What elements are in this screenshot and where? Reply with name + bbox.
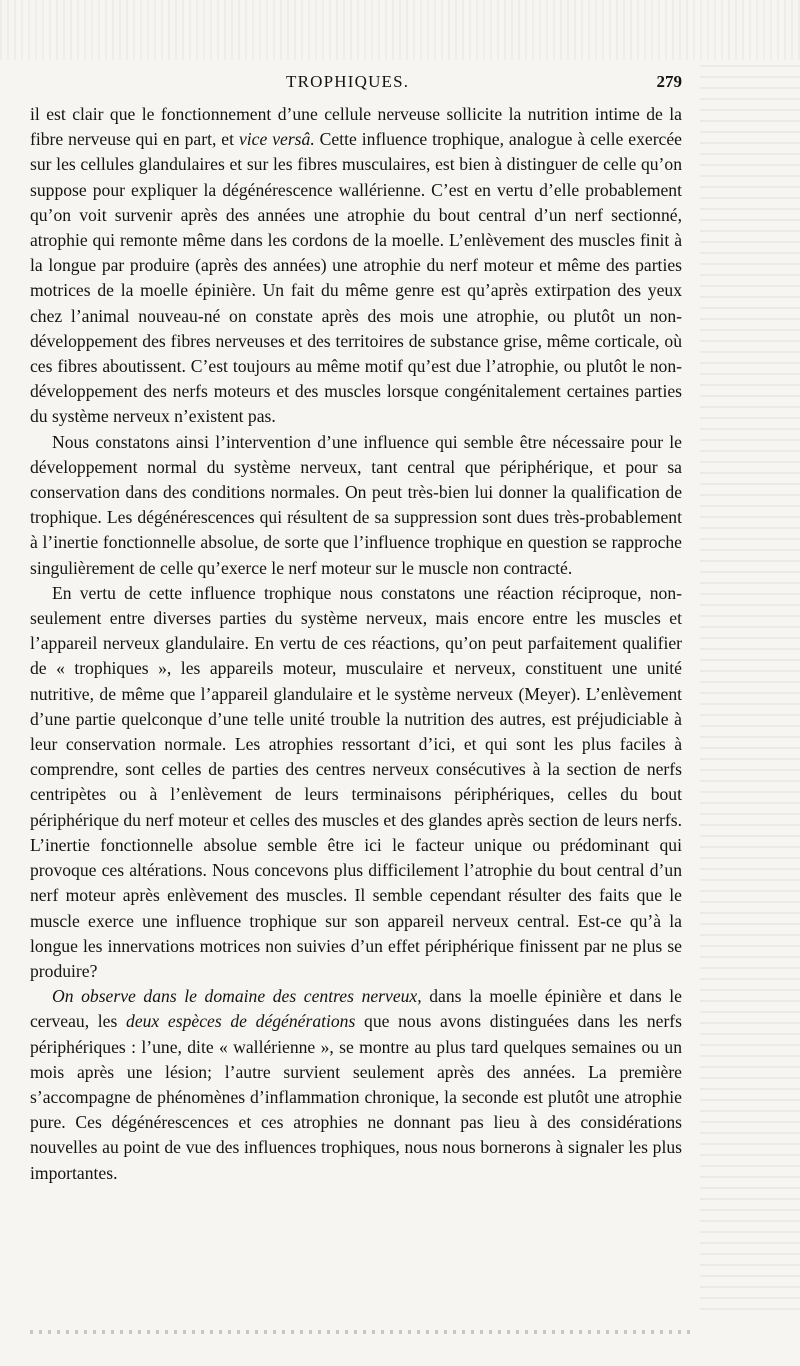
bleed-through-top	[0, 0, 800, 60]
body-text	[30, 102, 682, 1186]
paragraph-2	[30, 430, 682, 581]
paragraph-4	[30, 984, 682, 1186]
italic-run: deux espèces de dégénérations	[126, 1011, 356, 1032]
page-number: 279	[656, 72, 682, 91]
bleed-through-bottom	[30, 1330, 690, 1334]
text-run: En vertu de cette influence trophique nous constatons une réaction réciproque, non-seulement entre diverses parties du système nerveux, mais encore entre les muscles et l’appareil nerveux glandulaire. En vertu de ces réactions, qu’on peut parfaitement qualifier de « trophiques », les appareils moteur, musculaire et nerveux, constituent une unité nutritive, de même que l’appareil glandulaire et le système nerveux (Meyer). L’enlèvement d’une partie quelconque d’une telle unité trouble la nutrition des autres, est préjudiciable à leur conservation normale. Les atrophies ressortant d’ici, et qui sont les plus faciles à comprendre, sont celles de parties des centres nerveux consécutives à la section de nerfs centripètes ou à l’enlèvement de leurs terminaisons périphériques, celles du bout périphérique du nerf moteur et celles des muscles et des glandes après section de leurs nerfs. L’inertie fonctionnelle absolue semble être ici le facteur unique ou prédominant qui provoque ces altérations. Nous concevons plus difficilement l’atrophie du bout central d’un nerf moteur après enlèvement des muscles. Il semble cependant résulter des faits que le muscle exerce une influence trophique sur son appareil nerveux central. Est-ce qu’à la longue les innervations motrices non suivies d’un effet périphérique finissent par ne plus se produire?	[30, 582, 682, 981]
italic-run: vice versâ.	[238, 129, 315, 150]
text-run: il est clair que le fonctionnement d’une cellule nerveuse sollicite la nutrition intime de la fibre nerveuse qui en part, et	[30, 104, 682, 150]
italic-run: On observe dans le domaine des centres nerveux,	[52, 986, 422, 1007]
text-run: Cette influence trophique, analogue à celle exercée sur les cellules glandulaires et sur les fibres musculaires, est bien à distinguer de celle qu’on suppose pour expliquer la dégénérescence wallérienne. C’est en vertu d’elle probablement qu’on voit survenir après des années une atrophie du bout central d’un nerf sectionné, atrophie qui remonte même dans les cordons de la moelle. L’enlèvement des muscles finit à la longue par produire (après des années) une atrophie du nerf moteur et même des parties motrices de la moelle épinière. Un fait du même genre est qu’après extirpation des yeux chez l’animal nouveau-né on constate après des mois une atrophie, ou plutôt un non-développement des fibres nerveuses et des territoires de substance grise, même corticale, où ces fibres aboutissent. C’est toujours au même motif qu’est due l’atrophie, ou plutôt le non-développement des nerfs moteurs et des muscles lorsque congénitalement certaines parties du système nerveux n’existent pas.	[30, 129, 682, 427]
text-run: dans la moelle épinière et dans le cerveau, les	[30, 986, 682, 1032]
text-run: Nous constatons ainsi l’intervention d’une influence qui semble être nécessaire pour le développement normal du système nerveux, tant central que périphérique, et pour sa conservation dans des conditions normales. On peut très-bien lui donner la qualification de trophique. Les dégénérescences qui résultent de sa suppression sont dues très-probablement à l’inertie fonctionnelle absolue, de sorte que l’influence trophique en question se rapproche singulièrement de celle qu’exerce le nerf moteur sur le muscle non contracté.	[30, 431, 682, 578]
paragraph-1	[30, 102, 682, 430]
bleed-through-margin	[700, 60, 800, 1310]
text-run: que nous avons distinguées dans les nerfs périphériques : l’une, dite « wallérienne », se montre au plus tard quelques semaines ou un mois après une lésion; l’autre survient seulement après des années. La première s’accompagne de phénomènes d’inflammation chronique, la seconde est plutôt une atrophie pure. Ces dégénérescences et ces atrophies ne donnant pas lieu à des considérations nouvelles au point de vue des influences trophiques, nous nous bornerons à signaler les plus importantes.	[30, 1011, 683, 1183]
running-head: TROPHIQUES.	[286, 72, 410, 91]
paragraph-3	[30, 581, 682, 984]
page-header	[30, 72, 682, 98]
